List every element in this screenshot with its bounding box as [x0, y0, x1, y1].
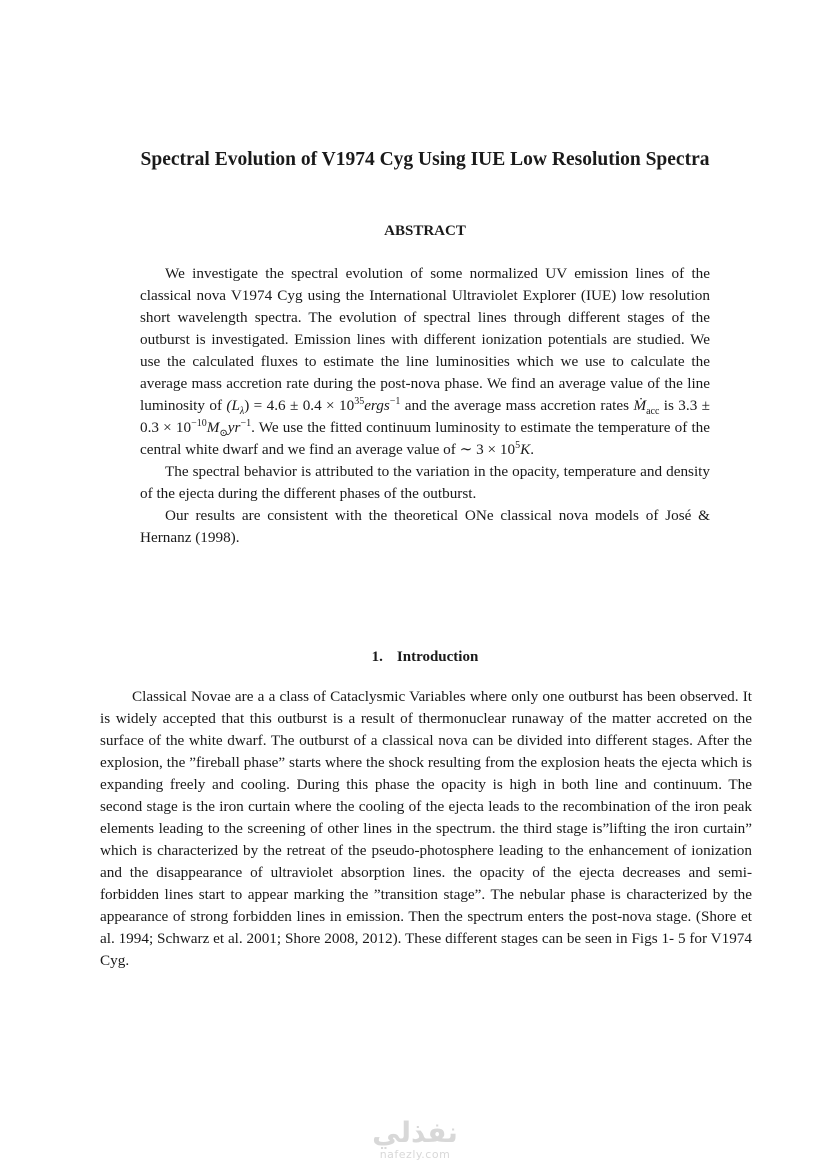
abstract-text: . [530, 441, 535, 458]
abstract-paragraph-3: Our results are consistent with the theoretical ONe classical nova models of José & Hernanz (1998). [140, 507, 710, 546]
year-unit: yr [227, 419, 241, 436]
temperature-unit: K [520, 441, 531, 458]
abstract-text: . We use the fitted continuum luminosity to estimate the temperature of the central white dwarf and we find an average value of ∼ 3 × 10 [140, 419, 710, 458]
abstract-text: and the average mass accretion rates [404, 397, 630, 414]
temperature-exponent: 5 [515, 439, 521, 451]
accretion-rate-subscript: acc [646, 406, 660, 418]
accretion-rate-exponent: −10 [191, 417, 207, 429]
solar-mass-subscript: ⊙ [219, 428, 228, 440]
section-heading [110, 646, 740, 668]
luminosity-symbol: (L [226, 397, 240, 414]
section-number: 1. [371, 649, 383, 665]
accretion-rate-value: is 3.3 ± 0.3 × 10 [140, 397, 710, 436]
abstract-paragraph-2: The spectral behavior is attributed to the variation in the opacity, temperature and density of the ejecta during the different phases of the outburst. [140, 463, 710, 502]
abstract-body [140, 263, 710, 549]
accretion-rate-symbol: Ṁ [633, 397, 647, 414]
watermark-url: nafezly.com [379, 1148, 451, 1161]
abstract-heading: ABSTRACT [384, 223, 466, 239]
abstract-text: We investigate the spectral evolution of some normalized UV emission lines of the classical nova V1974 Cyg using the International Ultraviolet Explorer (IUE) low resolution short wavelength spectra. The evolution of spectral lines through different stages of the outburst is investigated. Emission lines with different ionization potentials are studied. We use the calculated fluxes to estimate the line luminosities which we use to calculate the average mass accretion rate during the post-nova phase. We find an average value of the line luminosity of [140, 265, 710, 414]
introduction-paragraph: Classical Novae are a a class of Cataclysmic Variables where only one outburst has been observed. It is widely accepted that this outburst is a result of thermonuclear runaway of the matter accreted on the surface of the white dwarf. The outburst of a classical nova can be divided into different stages. After the explosion, the ”fireball phase” starts where the shock resulting from the explosion heats the ejecta which is expanding freely and cooling. During this phase the opacity is high in both line and continuum. The second stage is the iron curtain where the cooling of the ejecta leads to the recombination of the iron peak elements leading to the screening of other lines in the spectrum. the third stage is”lifting the iron curtain” which is characterized by the retreat of the pseudo-photosphere leading to the enhancement of ionization and the disappearance of ultraviolet absorption lines. the opacity of the ejecta decreases and semi-forbidden lines start to appear marking the ”transition stage”. The nebular phase is characterized by the appearance of strong forbidden lines in emission. Then the spectrum enters the post-nova stage. (Shore et al. 1994; Schwarz et al. 2001; Shore 2008, 2012). These different stages can be seen in Figs 1- 5 for V1974 Cyg. [100, 688, 752, 969]
paper-title: Spectral Evolution of V1974 Cyg Using IUE Low Resolution Spectra [140, 149, 710, 170]
watermark-logo-text: نفذلي [372, 1116, 458, 1149]
solar-mass-unit: M [206, 419, 220, 436]
luminosity-unit: ergs [364, 397, 390, 414]
luminosity-formula [226, 397, 245, 418]
abstract-paragraph-1 [140, 263, 710, 461]
section-title: Introduction [396, 649, 479, 665]
luminosity-value: ) = 4.6 ± 0.4 × 10 [244, 397, 355, 414]
nafezly-watermark [360, 1118, 470, 1162]
year-unit-exponent: −1 [240, 417, 252, 429]
introduction-body [100, 686, 752, 972]
luminosity-subscript: λ [239, 406, 245, 418]
luminosity-unit-exponent: −1 [389, 395, 401, 407]
luminosity-exponent: 35 [354, 395, 365, 407]
